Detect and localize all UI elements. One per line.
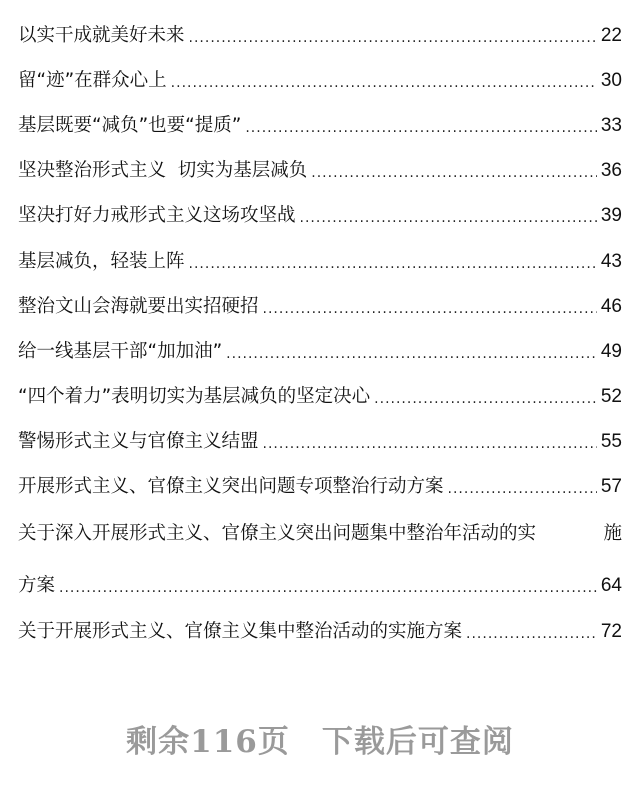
toc-entry-title: 以实干成就美好未来: [18, 25, 185, 46]
toc-entry-wrapped-line-1[interactable]: [18, 516, 622, 546]
toc-entry[interactable]: [18, 614, 622, 644]
toc-entry-page: 30: [600, 70, 622, 91]
toc-entry-page: 22: [600, 25, 622, 46]
toc-entry[interactable]: [18, 244, 622, 274]
toc-entry-page: 36: [600, 160, 622, 181]
toc-dot-leader: [189, 254, 597, 274]
toc-entry-page: 49: [600, 341, 622, 362]
toc-dot-leader: [171, 73, 597, 93]
toc-dot-leader: [311, 163, 597, 183]
toc-dot-leader: [263, 434, 597, 454]
toc-dot-leader: [374, 389, 597, 409]
toc-dot-leader: [466, 624, 597, 644]
toc-entry-page: 72: [600, 621, 622, 642]
toc-entry[interactable]: [18, 334, 622, 364]
toc-entry-page: 43: [600, 251, 622, 272]
toc-entry-page: 33: [600, 115, 622, 136]
toc-entry-page: 55: [600, 431, 622, 452]
toc-entry-page: 39: [600, 205, 622, 226]
toc-entry-title: 关于开展形式主义、官僚主义集中整治活动的实施方案: [18, 621, 463, 642]
toc-entry[interactable]: [18, 424, 622, 454]
toc-entry[interactable]: [18, 18, 622, 48]
toc-entry[interactable]: [18, 469, 622, 499]
toc-entry-title: 坚决整治形式主义 切实为基层减负: [18, 160, 308, 181]
toc-entry[interactable]: [18, 153, 622, 183]
remaining-pages-text: 剩余116页: [126, 724, 290, 760]
toc-entry-page: 46: [600, 296, 622, 317]
toc-entry-page: 64: [600, 575, 622, 596]
toc-entry-title: 基层既要“减负”也要“提质”: [18, 115, 242, 136]
download-to-read-text: 下载后可查阅: [321, 724, 514, 760]
toc-dot-leader: [189, 28, 597, 48]
toc-entry[interactable]: [18, 198, 622, 228]
toc-entry-title: 开展形式主义、官僚主义突出问题专项整治行动方案: [18, 476, 444, 497]
toc-entry[interactable]: [18, 63, 622, 93]
toc-entry-title-continued: 方案: [18, 575, 56, 596]
toc-dot-leader: [300, 208, 597, 228]
toc-entry-title: 整治文山会海就要出实招硬招: [18, 296, 259, 317]
toc-entry-title: “四个着力”表明切实为基层减负的坚定决心: [18, 386, 371, 407]
toc-entry-title: 给一线基层干部“加加油”: [18, 341, 223, 362]
toc-entry[interactable]: [18, 289, 622, 319]
toc-entry-title: 留“迹”在群众心上: [18, 70, 167, 91]
toc-entry-title-part-2: 施: [603, 523, 622, 544]
toc-dot-leader: [59, 578, 597, 598]
toc-entry-page: 52: [600, 386, 622, 407]
toc-entry-title: 坚决打好力戒形式主义这场攻坚战: [18, 205, 296, 226]
toc-entry-page: 57: [600, 476, 622, 497]
toc-entry-title: 基层减负，轻装上阵: [18, 251, 185, 272]
toc-entry[interactable]: [18, 108, 622, 138]
download-notice: [0, 716, 640, 761]
toc-entry[interactable]: [18, 379, 622, 409]
toc-entry-title-part-1: 关于深入开展形式主义、官僚主义突出问题集中整治年活动的实: [18, 523, 537, 544]
toc-dot-leader: [448, 479, 597, 499]
toc-entry-title: 警惕形式主义与官僚主义结盟: [18, 431, 259, 452]
toc-entry[interactable]: [18, 568, 622, 598]
toc-dot-leader: [263, 299, 597, 319]
toc-dot-leader: [245, 118, 597, 138]
toc-dot-leader: [226, 344, 597, 364]
